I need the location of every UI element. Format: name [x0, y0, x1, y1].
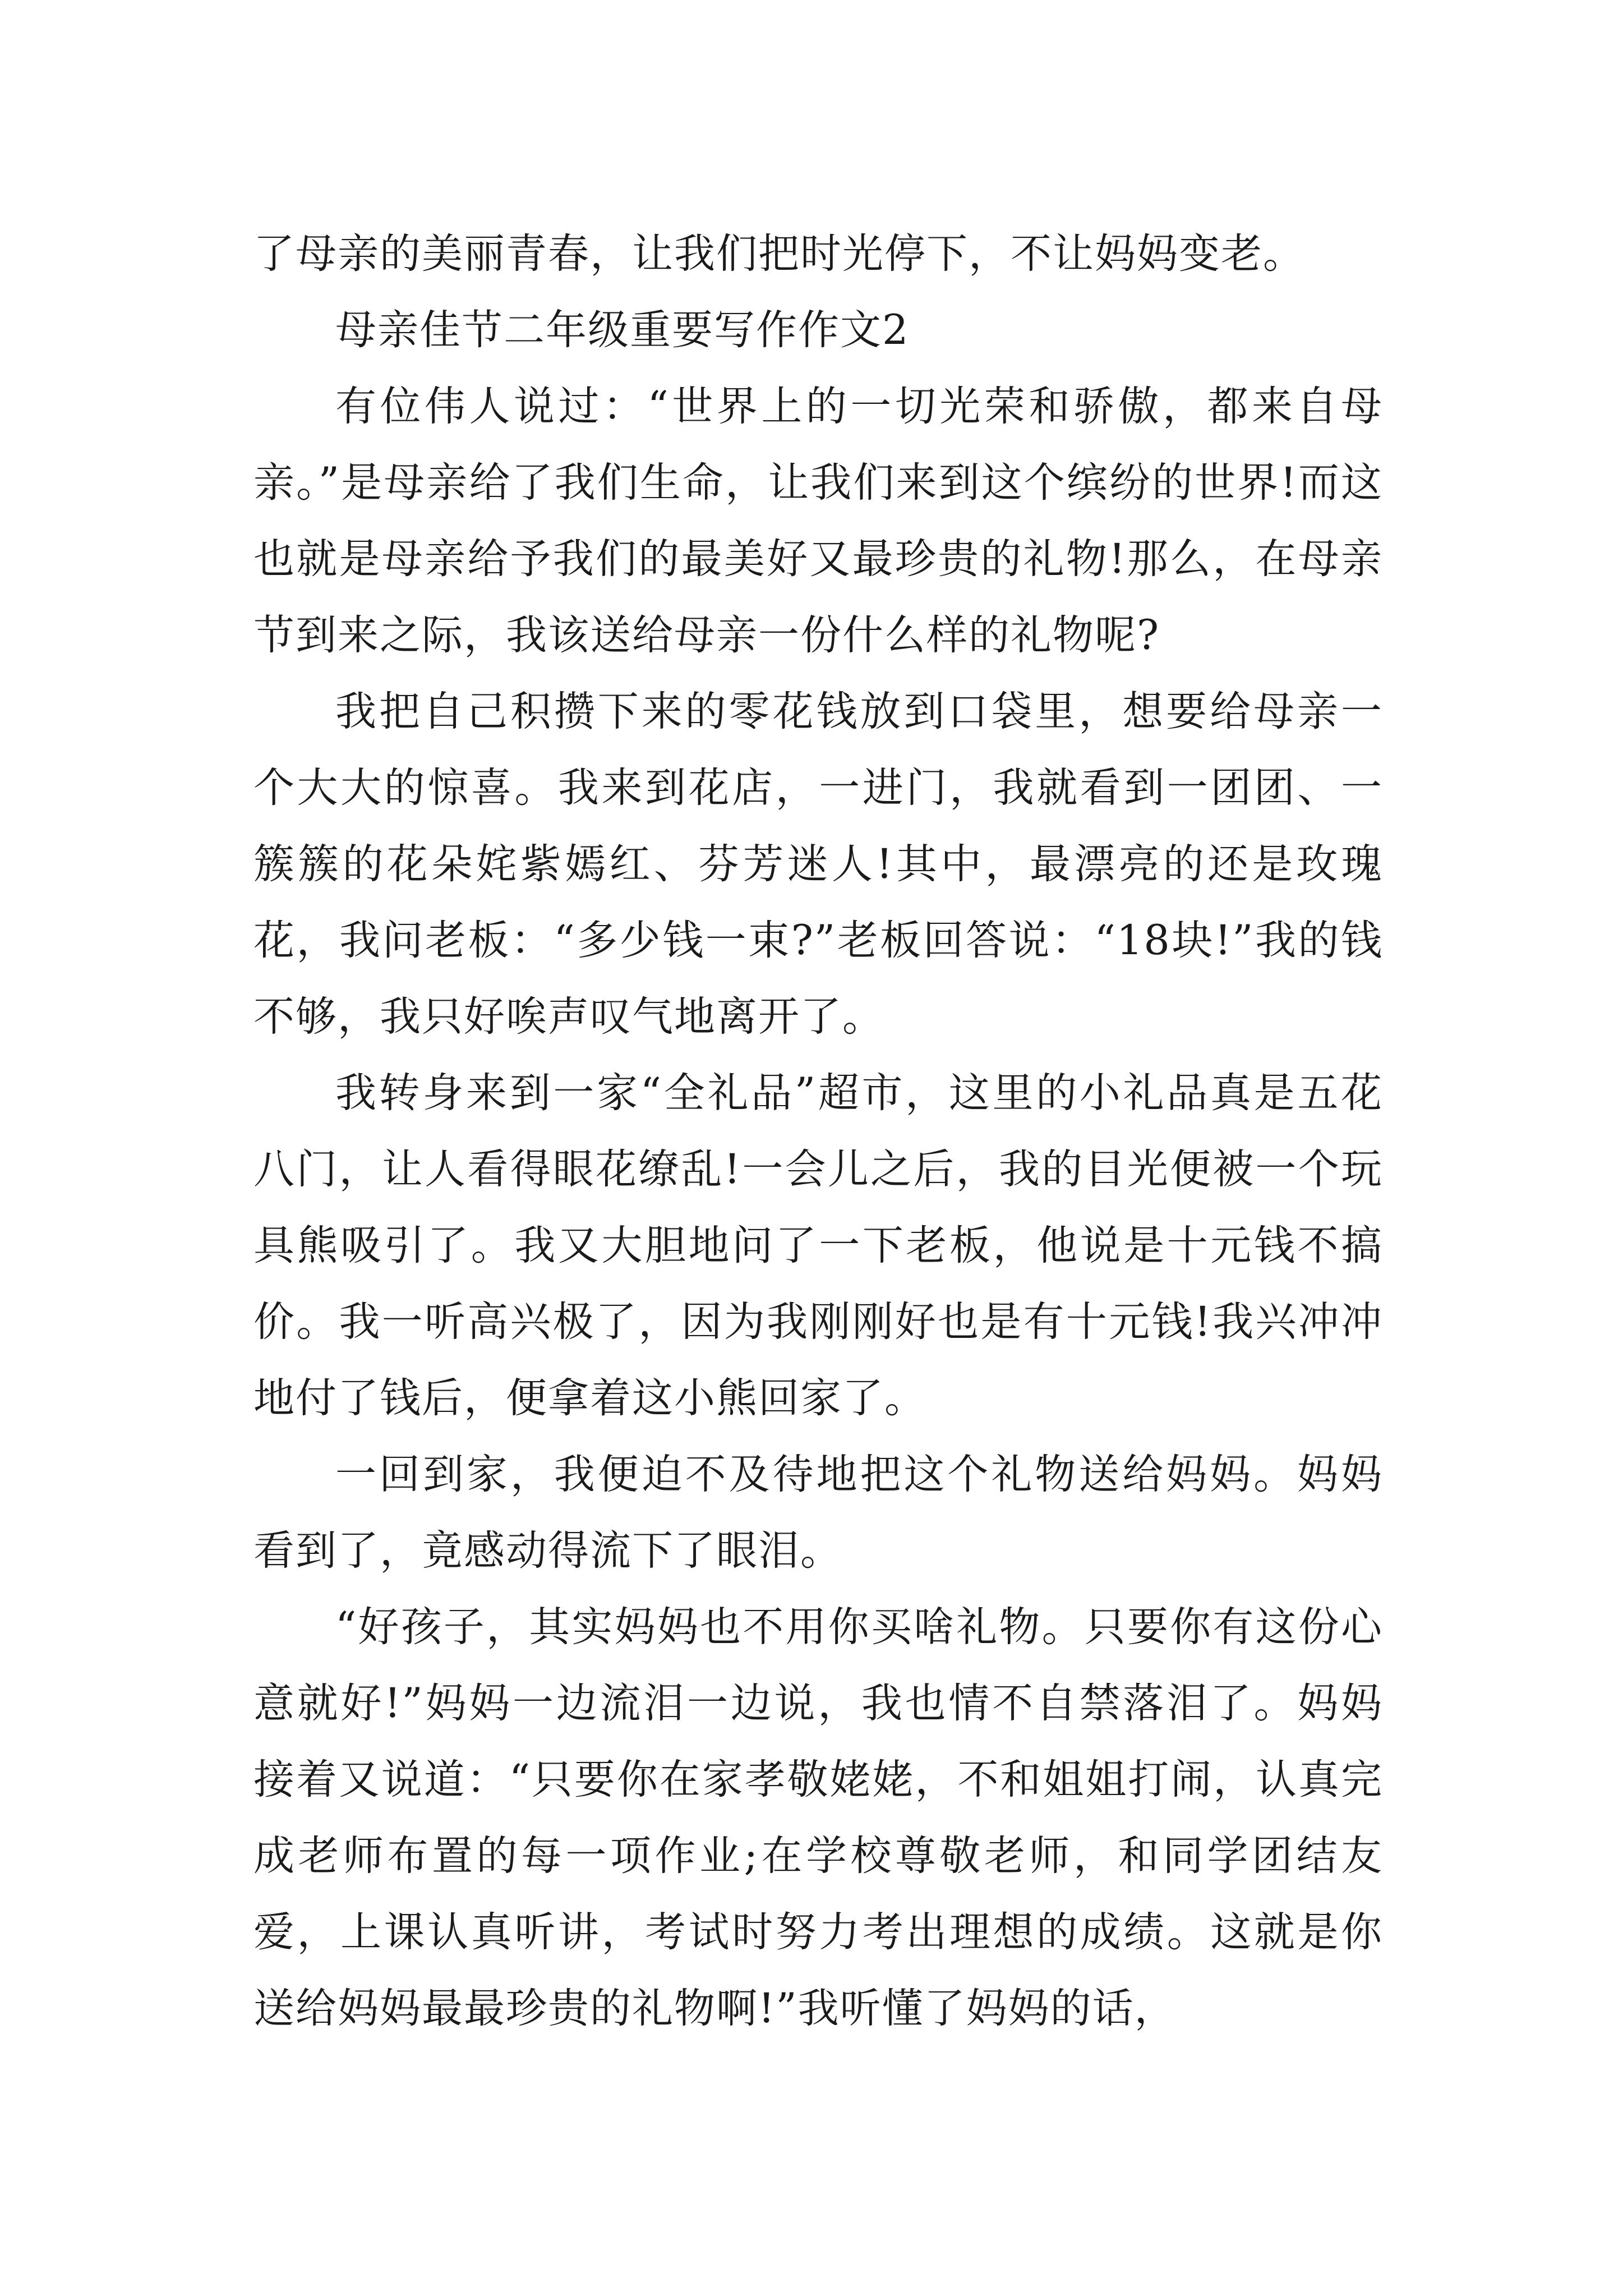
paragraph: 我把自己积攒下来的零花钱放到口袋里，想要给母亲一个大大的惊喜。我来到花店，一进门，我就看到一团团、一簇簇的花朵姹紫嫣红、芬芳迷人!其中，最漂亮的还是玫瑰花，我问老板：“多少钱一束?”老板回答说：“18块!”我的钱不够，我只好唉声叹气地离开了。	[253, 688, 1383, 1041]
document-body	[253, 216, 1383, 2047]
paragraph: “好孩子，其实妈妈也不用你买啥礼物。只要你有这份心意就好!”妈妈一边流泪一边说，我也情不自禁落泪了。妈妈接着又说道：“只要你在家孝敬姥姥，不和姐姐打闹，认真完成老师布置的每一项作业;在学校尊敬老师，和同学团结友爱，上课认真听讲，考试时努力考出理想的成绩。这就是你送给妈妈最最珍贵的礼物啊!”我听懂了妈妈的话，	[253, 1603, 1383, 2032]
paragraph: 我转身来到一家“全礼品”超市，这里的小礼品真是五花八门，让人看得眼花缭乱!一会儿之后，我的目光便被一个玩具熊吸引了。我又大胆地问了一下老板，他说是十元钱不搞价。我一听高兴极了，因为我刚刚好也是有十元钱!我兴冲冲地付了钱后，便拿着这小熊回家了。	[253, 1069, 1383, 1422]
essay-title: 母亲佳节二年级重要写作作文2	[335, 306, 910, 354]
paragraph: 一回到家，我便迫不及待地把这个礼物送给妈妈。妈妈看到了，竟感动得流下了眼泪。	[253, 1451, 1383, 1575]
paragraph-continuation: 了母亲的美丽青春，让我们把时光停下，不让妈妈变老。	[253, 230, 1305, 278]
paragraph: 有位伟人说过：“世界上的一切光荣和骄傲，都来自母亲。”是母亲给了我们生命，让我们来到这个缤纷的世界!而这也就是母亲给予我们的最美好又最珍贵的礼物!那么，在母亲节到来之际，我该送给母亲一份什么样的礼物呢?	[253, 383, 1383, 659]
